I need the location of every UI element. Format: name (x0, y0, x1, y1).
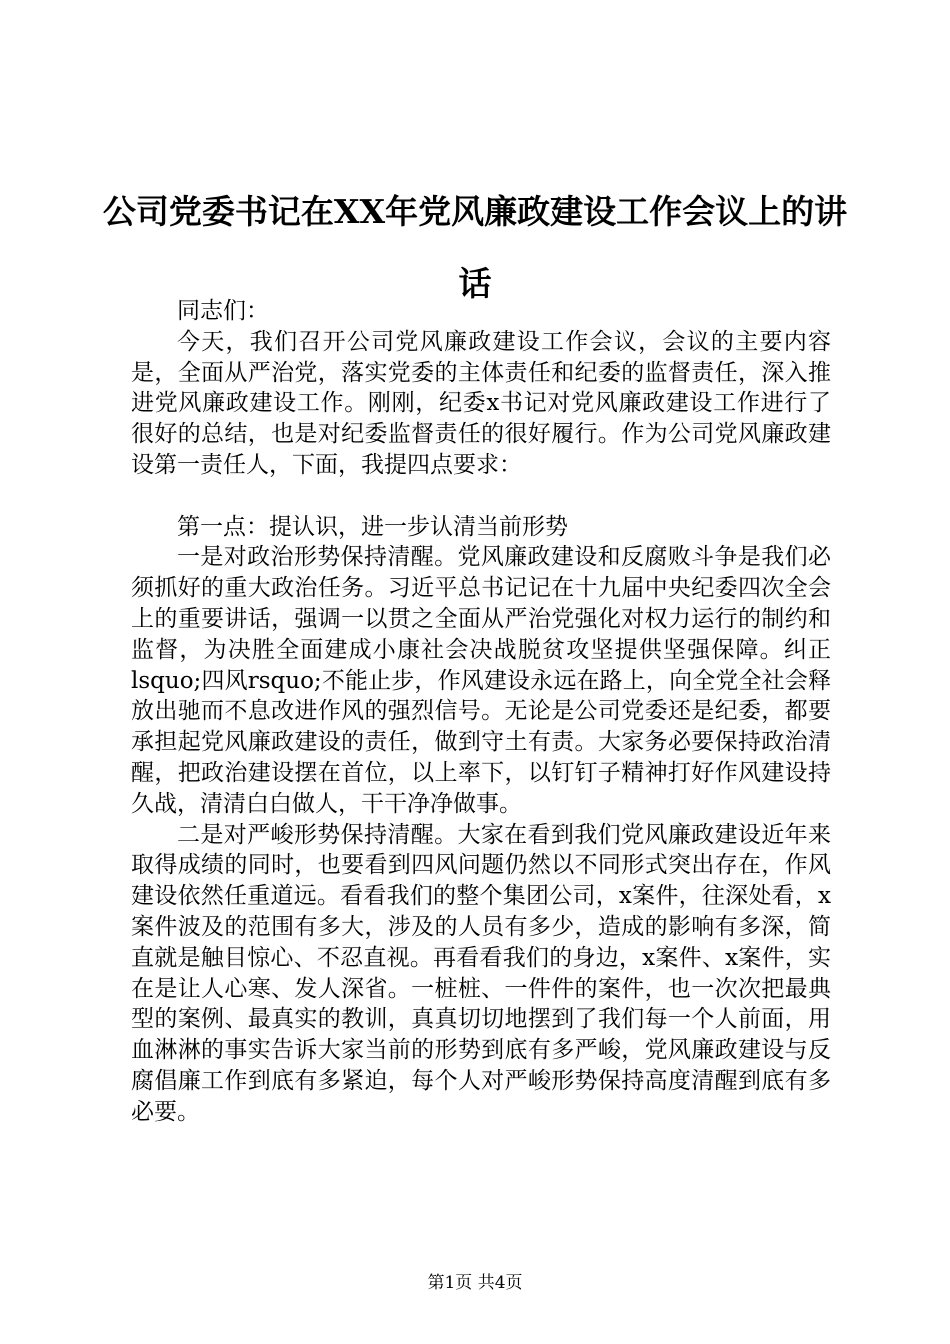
document-title: 公司党委书记在XX年党风廉政建设工作会议上的讲话 (102, 192, 848, 303)
page-number: 第1页 共4页 (427, 1273, 523, 1293)
document-body (131, 296, 831, 1128)
body-paragraph: 二是对严峻形势保持清醒。大家在看到我们党风廉政建设近年来取得成绩的同时，也要看到四风问题仍然以不同形式突出存在，作风建设依然任重道远。看看我们的整个集团公司，x案件，往深处看，x案件波及的范围有多大，涉及的人员有多少，造成的影响有多深，简直就是触目惊心、不忍直视。再看看我们的身边，x案件、x案件，实在是让人心寒、发人深省。一桩桩、一件件的案件，也一次次把最典型的案例、最真实的教训，真真切切地摆到了我们每一个人前面，用血淋淋的事实告诉大家当前的形势到底有多严峻，党风廉政建设与反腐倡廉工作到底有多紧迫，每个人对严峻形势保持高度清醒到底有多必要。 (131, 821, 831, 1125)
body-paragraph: 一是对政治形势保持清醒。党风廉政建设和反腐败斗争是我们必须抓好的重大政治任务。习近平总书记记在十九届中央纪委四次全会上的重要讲话，强调一以贯之全面从严治党强化对权力运行的制约和监督，为决胜全面建成小康社会决战脱贫攻坚提供坚强保障。纠正lsquo;四风rsquo;不能止步，作风建设永远在路上，向全党全社会释放出驰而不息改进作风的强烈信号。无论是公司党委还是纪委，都要承担起党风廉政建设的责任，做到守土有责。大家务必要保持政治清醒，把政治建设摆在首位，以上率下，以钉钉子精神打好作风建设持久战，清清白白做人，干干净净做事。 (131, 544, 831, 817)
intro-paragraph: 今天，我们召开公司党风廉政建设工作会议，会议的主要内容是，全面从严治党，落实党委的主体责任和纪委的监督责任，深入推进党风廉政建设工作。刚刚，纪委x书记对党风廉政建设工作进行了很好的总结，也是对纪委监督责任的很好履行。作为公司党风廉政建设第一责任人，下面，我提四点要求： (131, 328, 831, 478)
salutation: 同志们： (177, 298, 269, 324)
section-heading: 第一点：提认识，进一步认清当前形势 (177, 513, 568, 540)
